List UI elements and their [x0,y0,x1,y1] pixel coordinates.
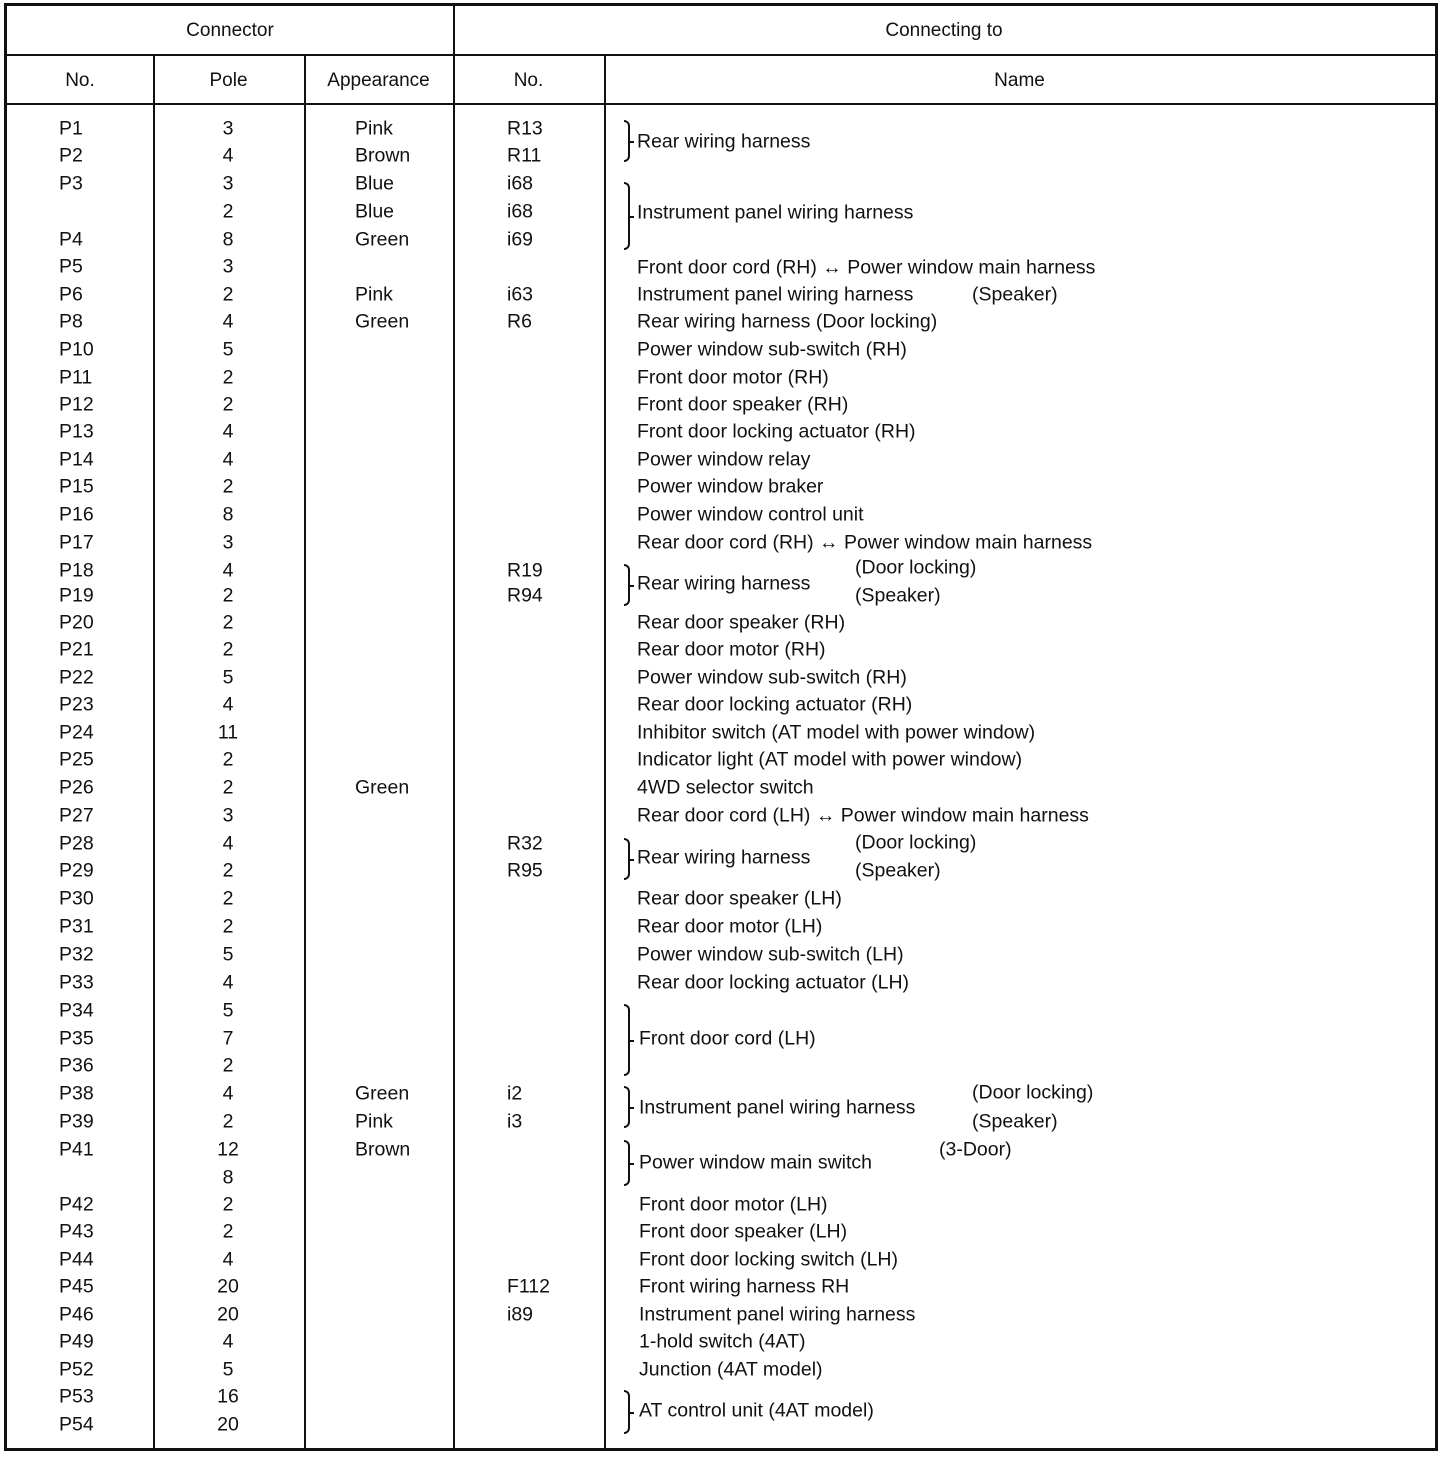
cell-no: P28 [59,832,94,855]
cell-no: P20 [59,611,94,634]
cell-no: P45 [59,1275,94,1298]
name-entry: Rear door locking actuator (LH) [637,971,910,994]
cell-pole: 5 [222,1358,234,1381]
name-note: (Speaker) [855,859,941,882]
cell-pole: 2 [222,1193,234,1216]
header-connecting-no: No. [513,70,544,91]
cell-no: P22 [59,666,94,689]
divider-connector [453,6,455,1448]
name-note: (Door locking) [972,1081,1094,1104]
header-appearance: Appearance [327,70,430,91]
cell-no: P29 [59,859,94,882]
cell-connecting-no: R94 [507,584,543,607]
cell-no: P13 [59,420,94,443]
cell-connecting-no: R13 [507,117,543,140]
name-note: (Door locking) [855,831,977,854]
cell-pole: 2 [222,859,234,882]
cell-no: P39 [59,1110,94,1133]
header-connector: Connector [186,20,274,41]
cell-pole: 3 [222,255,234,278]
cell-pole: 5 [222,943,234,966]
cell-pole: 4 [222,310,234,333]
brace [624,120,630,162]
cell-pole: 4 [222,832,234,855]
cell-no: P2 [59,144,83,167]
cell-pole: 2 [222,393,234,416]
cell-no: P4 [59,228,83,251]
cell-connecting-no: F112 [507,1275,550,1298]
cell-pole: 5 [222,999,234,1022]
cell-appearance: Green [355,1082,410,1105]
name-entry: Junction (4AT model) [639,1358,823,1381]
name-entry: Instrument panel wiring harness [639,1096,916,1119]
header-bottom [7,103,1435,105]
name-entry: AT control unit (4AT model) [639,1399,874,1422]
cell-appearance: Green [355,310,410,333]
cell-connecting-no: i3 [507,1110,523,1133]
cell-connecting-no: R6 [507,310,532,333]
cell-pole: 2 [222,200,234,223]
cell-pole: 5 [222,338,234,361]
cell-pole: 16 [217,1385,239,1408]
cell-pole: 8 [222,228,234,251]
cell-connecting-no: i89 [507,1303,534,1326]
cell-no: P15 [59,475,94,498]
name-entry: Front door speaker (RH) [637,393,849,416]
name-note: (Speaker) [972,283,1058,306]
cell-no: P19 [59,584,94,607]
name-entry: Instrument panel wiring harness [639,1303,916,1326]
cell-no: P17 [59,531,94,554]
cell-pole: 2 [222,475,234,498]
cell-pole: 8 [222,503,234,526]
name-entry: Rear wiring harness [637,846,811,869]
cell-no: P24 [59,721,94,744]
cell-pole: 12 [217,1138,239,1161]
cell-appearance: Pink [355,117,393,140]
name-entry: Instrument panel wiring harness [637,283,914,306]
cell-appearance: Blue [355,172,395,195]
cell-no: P44 [59,1248,94,1271]
cell-appearance: Pink [355,1110,393,1133]
cell-pole: 20 [217,1275,239,1298]
cell-connecting-no: R32 [507,832,543,855]
name-entry: Power window relay [637,448,811,471]
cell-no: P10 [59,338,94,361]
name-note: (Speaker) [972,1110,1058,1133]
name-entry: Power window sub-switch (RH) [637,666,907,689]
cell-pole: 4 [222,971,234,994]
cell-pole: 4 [222,144,234,167]
cell-pole: 4 [222,448,234,471]
cell-no: P12 [59,393,94,416]
cell-no: P38 [59,1082,94,1105]
cell-no: P32 [59,943,94,966]
cell-no: P25 [59,748,94,771]
name-entry: Rear wiring harness [637,130,811,153]
divider-cno-name [604,54,606,1448]
cell-pole: 4 [222,1330,234,1353]
cell-pole: 3 [222,531,234,554]
cell-pole: 4 [222,420,234,443]
name-entry: Power window sub-switch (RH) [637,338,907,361]
name-entry: Rear door motor (RH) [637,638,826,661]
cell-pole: 4 [222,1082,234,1105]
connector-table [4,3,1438,1451]
cell-no: P53 [59,1385,94,1408]
brace [624,564,630,606]
cell-pole: 2 [222,887,234,910]
header-divider [7,54,1435,56]
cell-connecting-no: i68 [507,200,534,223]
name-entry: 4WD selector switch [637,776,814,799]
name-entry: Front door locking switch (LH) [639,1248,899,1271]
cell-appearance: Brown [355,1138,411,1161]
name-entry: Front door cord (LH) [639,1027,816,1050]
cell-no: P1 [59,117,83,140]
cell-no: P16 [59,503,94,526]
cell-appearance: Green [355,228,410,251]
name-entry: Rear door speaker (LH) [637,887,842,910]
cell-no: P6 [59,283,83,306]
cell-pole: 2 [222,1054,234,1077]
brace [624,1140,630,1186]
cell-no: P31 [59,915,94,938]
name-entry: 1-hold switch (4AT) [639,1330,806,1353]
name-entry: Power window control unit [637,503,864,526]
name-entry: Front door speaker (LH) [639,1220,848,1243]
cell-pole: 2 [222,748,234,771]
name-entry: Front door motor (LH) [639,1193,828,1216]
brace [624,1004,630,1076]
cell-pole: 20 [217,1303,239,1326]
cell-no: P52 [59,1358,94,1381]
name-entry: Rear wiring harness [637,572,811,595]
name-note: (3-Door) [939,1138,1012,1161]
cell-no: P27 [59,804,94,827]
cell-appearance: Green [355,776,410,799]
cell-pole: 11 [217,721,239,744]
cell-connecting-no: R95 [507,859,543,882]
cell-connecting-no: i69 [507,228,534,251]
name-entry: Rear door cord (LH) ↔ Power window main harness [637,804,1089,827]
name-note: (Door locking) [855,556,977,579]
cell-pole: 8 [222,1166,234,1189]
brace [624,1086,630,1128]
header-name: Name [994,70,1045,91]
cell-pole: 2 [222,1220,234,1243]
name-entry: Front wiring harness RH [639,1275,850,1298]
cell-no: P3 [59,172,83,195]
cell-connecting-no: i68 [507,172,534,195]
name-entry: Rear wiring harness (Door locking) [637,310,938,333]
cell-no: P49 [59,1330,94,1353]
name-note: (Speaker) [855,584,941,607]
name-entry: Front door locking actuator (RH) [637,420,916,443]
cell-no: P54 [59,1413,94,1436]
cell-pole: 20 [217,1413,239,1436]
cell-appearance: Brown [355,144,411,167]
name-entry: Front door motor (RH) [637,366,829,389]
cell-no: P41 [59,1138,94,1161]
cell-pole: 2 [222,283,234,306]
cell-no: P8 [59,310,83,333]
cell-pole: 2 [222,584,234,607]
brace [624,1390,630,1434]
cell-no: P46 [59,1303,94,1326]
cell-pole: 3 [222,804,234,827]
cell-connecting-no: i63 [507,283,534,306]
cell-pole: 2 [222,915,234,938]
name-entry: Instrument panel wiring harness [637,201,914,224]
cell-connecting-no: R11 [507,144,542,167]
cell-no: P42 [59,1193,94,1216]
cell-connecting-no: i2 [507,1082,523,1105]
cell-no: P33 [59,971,94,994]
cell-no: P30 [59,887,94,910]
name-entry: Front door cord (RH) ↔ Power window main harness [637,256,1096,279]
cell-no: P11 [59,366,93,389]
cell-pole: 2 [222,611,234,634]
name-entry: Indicator light (AT model with power window) [637,748,1023,771]
cell-pole: 3 [222,117,234,140]
cell-no: P5 [59,255,83,278]
name-entry: Rear door speaker (RH) [637,611,846,634]
cell-no: P36 [59,1054,94,1077]
cell-no: P34 [59,999,94,1022]
cell-no: P23 [59,693,94,716]
brace [624,182,630,250]
cell-pole: 7 [222,1027,234,1050]
cell-no: P26 [59,776,94,799]
cell-no: P18 [59,559,94,582]
cell-pole: 5 [222,666,234,689]
name-entry: Inhibitor switch (AT model with power window) [637,721,1036,744]
cell-pole: 4 [222,1248,234,1271]
cell-pole: 2 [222,1110,234,1133]
cell-no: P14 [59,448,94,471]
cell-no: P35 [59,1027,94,1050]
header-pole: Pole [209,70,248,91]
cell-pole: 4 [222,559,234,582]
name-entry: Power window main switch [639,1151,873,1174]
cell-pole: 3 [222,172,234,195]
name-entry: Power window braker [637,475,824,498]
divider-pole-appearance [304,54,306,1448]
name-entry: Rear door locking actuator (RH) [637,693,913,716]
cell-pole: 2 [222,776,234,799]
cell-pole: 2 [222,366,234,389]
cell-pole: 4 [222,693,234,716]
brace [624,838,630,880]
name-entry: Rear door cord (RH) ↔ Power window main harness [637,531,1093,554]
name-entry: Rear door motor (LH) [637,915,823,938]
name-entry: Power window sub-switch (LH) [637,943,904,966]
header-connecting-to: Connecting to [885,20,1003,41]
cell-appearance: Blue [355,200,395,223]
cell-pole: 2 [222,638,234,661]
cell-no: P21 [59,638,94,661]
cell-appearance: Pink [355,283,393,306]
header-no: No. [65,70,95,91]
cell-connecting-no: R19 [507,559,543,582]
cell-no: P43 [59,1220,94,1243]
